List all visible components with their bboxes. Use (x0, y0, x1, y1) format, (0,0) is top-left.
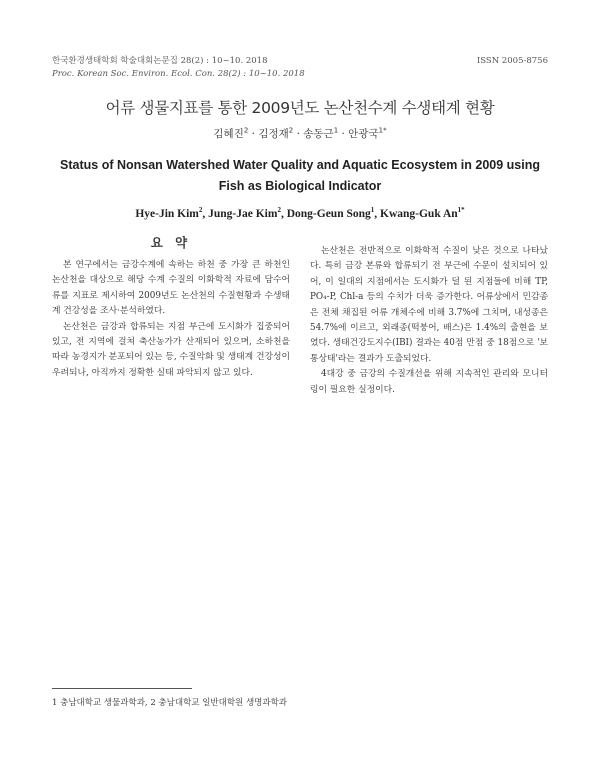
author-separator: , (202, 207, 209, 220)
title-korean: 어류 생물지표를 통한 2009년도 논산천수계 수생태계 현황 (105, 99, 495, 117)
journal-citation-en: Proc. Korean Soc. Environ. Ecol. Con. 28(2) : 10~10. 2018 (52, 69, 305, 79)
authors-korean (0, 126, 600, 141)
issn: ISSN 2005-8756 (476, 56, 548, 66)
title-english: Status of Nonsan Watershed Water Quality and Aquatic Ecosystem in 2009 using Fish as Biological Indicator (60, 158, 540, 193)
authors-english (0, 206, 600, 220)
author-affiliation-mark: 1* (378, 126, 387, 135)
author-name: Jung-Jae Kim$^2$ (208, 206, 281, 220)
author-affiliation-mark: 1 (333, 126, 339, 135)
journal-citation-ko: 한국환경생태학회 학술대회논문집 28(2) : 10~10. 2018 (52, 56, 268, 66)
author-name: 김혜진$^2$ (213, 126, 249, 140)
author-affiliation-mark: 2 (243, 126, 249, 135)
right-column (310, 244, 548, 398)
author-affiliation-mark: 1 (370, 206, 375, 214)
author-name: 김정재$^2$ (258, 126, 294, 140)
left-column (52, 234, 290, 381)
author-affiliation-mark: 1* (457, 206, 465, 214)
abstract-heading: 요 약 (150, 235, 192, 250)
author-separator: , (374, 207, 381, 220)
abstract-paragraph: 논산천은 전반적으로 이화학적 수질이 낮은 것으로 나타났다. 특히 금강 본류와 합류되기 전 부근에 수문이 설치되어 있어, 이 일대의 지점에서는 도시화가 덜 된 지점들에 비해 TP, PO₄-P, Chl-a 등의 수치가 더욱 증가한다. 어류상에서 민감종은 전체 채집된 어류 개체수에 비해 3.7%에 그치며, 내성종은 54.7%에 이르고, 외래종(떡붕어, 배스)은 1.4%의 출현을 보였다. 생태건강도지수(IBI) 결과는 40점 만점 중 18점으로 '보통상태'라는 결과가 도출되었다. (310, 246, 548, 364)
author-name: Dong-Geun Song$^1$ (286, 206, 375, 220)
footnote-divider (52, 688, 192, 689)
author-separator: · (338, 128, 349, 140)
author-affiliation-mark: 2 (198, 206, 203, 214)
author-name: 송동근$^1$ (303, 126, 339, 140)
author-separator: · (248, 128, 259, 140)
author-name: Kwang-Guk $An^{1*}$ (380, 206, 465, 220)
abstract-paragraph: 논산천은 금강과 합류되는 지점 부근에 도시화가 집중되어 있고, 전 지역에 걸쳐 축산농가가 산재되어 있으며, 소하천을 따라 농경지가 분포되어 있는 등, 수질악화 및 생태계 건강성이 우려되나, 아직까지 정확한 실태 파악되지 않고 있다. (52, 321, 290, 378)
author-name: Hye-Jin Kim$^2$ (135, 206, 203, 220)
author-affiliation-mark: 2 (288, 126, 294, 135)
affiliation-footnote: 1 충남대학교 생물과학과, 2 충남대학교 일반대학원 생명과학과 (52, 698, 288, 708)
running-head (52, 55, 548, 81)
author-separator: , (280, 207, 287, 220)
author-separator: · (293, 128, 304, 140)
author-name: 안광국$^{1*}$ (348, 126, 387, 140)
abstract-paragraph: 4대강 중 금강의 수질개선을 위해 지속적인 관리와 모니터링이 필요한 실정이다. (310, 369, 548, 395)
abstract-paragraph: 본 연구에서는 금강수계에 속하는 하천 중 가장 큰 하천인 논산천을 대상으로 해당 수계 수질의 이화학적 자료에 담수어류를 지표로 제시하여 2009년도 논산천의 수질현황과 수생태계 건강성을 조사·분석하였다. (52, 260, 290, 317)
author-affiliation-mark: 2 (277, 206, 281, 214)
